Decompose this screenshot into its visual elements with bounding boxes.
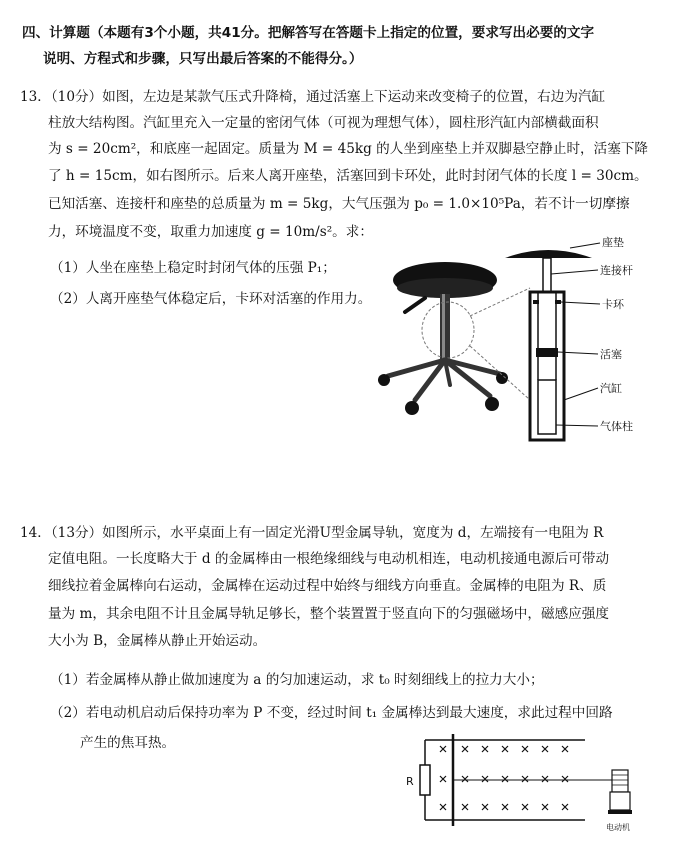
q13-sub1: （1）人坐在座垫上稳定时封闭气体的压强 P₁； xyxy=(50,260,336,276)
label-gas-column: 气体柱 xyxy=(600,420,633,433)
q14-sub2-line1: （2）若电动机启动后保持功率为 P 不变，经过时间 t₁ 金属棒达到最大速度，求此过程中回路 xyxy=(50,705,613,721)
label-seat: 座垫 xyxy=(602,236,624,249)
q13-line-6: 力，环境温度不变，取重力加速度 g = 10m/s²。求： xyxy=(48,224,373,240)
q14-sub1: （1）若金属棒从静止做加速度为 a 的匀加速运动，求 t₀ 时刻细线上的拉力大小； xyxy=(50,672,544,688)
q13-line-4: 了 h = 15cm，如右图所示。后来人离开座垫，活塞回到卡环处，此时封闭气体的长度 l = 30cm。 xyxy=(48,168,648,184)
rail-figure xyxy=(400,730,650,845)
q14-line-1: 14．（13分）如图所示，水平桌面上有一固定光滑U型金属导轨，宽度为 d，左端接有一电阻为 R xyxy=(20,525,604,541)
q14-line-3: 细线拉着金属棒向右运动，金属棒在运动过程中始终与细线方向垂直。金属棒的电阻为 R、质 xyxy=(48,578,607,594)
q13-line-5: 已知活塞、连接杆和座垫的总质量为 m = 5kg，大气压强为 p₀ = 1.0×10⁵Pa，若不计一切摩擦 xyxy=(48,196,630,212)
label-piston: 活塞 xyxy=(600,348,622,361)
label-resistor: R xyxy=(406,775,414,788)
label-cylinder: 汽缸 xyxy=(600,382,622,395)
section-header-line1: 四、计算题（本题有3个小题，共41分。把解答写在答题卡上指定的位置，要求写出必要的文字 xyxy=(22,25,595,41)
q13-sub2: （2）人离开座垫气体稳定后，卡环对活塞的作用力。 xyxy=(50,291,372,307)
label-motor: 电动机 xyxy=(606,823,630,832)
q13-line-3: 为 s = 20cm²，和底座一起固定。质量为 M = 45kg 的人坐到座垫上并双脚悬空静止时，活塞下降 xyxy=(48,141,649,157)
q14-line-4: 量为 m，其余电阻不计且金属导轨足够长，整个装置置于竖直向下的匀强磁场中，磁感应强度 xyxy=(48,606,609,622)
label-ring: 卡环 xyxy=(602,298,624,311)
q13-line-1: 13．（10分）如图，左边是某款气压式升降椅，通过活塞上下运动来改变椅子的位置，右边为汽缸 xyxy=(20,89,606,105)
label-rod: 连接杆 xyxy=(600,264,633,277)
motor-icon xyxy=(608,770,632,814)
chair-figure xyxy=(370,250,520,425)
q14-line-5: 大小为 B，金属棒从静止开始运动。 xyxy=(48,633,267,649)
q13-line-2: 柱放大结构图。汽缸里充入一定量的密闭气体（可视为理想气体），圆柱形汽缸内部横截面积 xyxy=(48,115,599,131)
q14-sub2-line2: 产生的焦耳热。 xyxy=(80,735,176,751)
cylinder-figure xyxy=(500,230,660,445)
magnetic-field-crosses xyxy=(440,746,568,810)
resistor-symbol xyxy=(420,765,430,795)
section-header-line2: 说明、方程式和步骤，只写出最后答案的不能得分。） xyxy=(43,51,363,67)
q14-line-2: 定值电阻。一长度略大于 d 的金属棒由一根绝缘细线与电动机相连，电动机接通电源后可带动 xyxy=(48,551,610,567)
